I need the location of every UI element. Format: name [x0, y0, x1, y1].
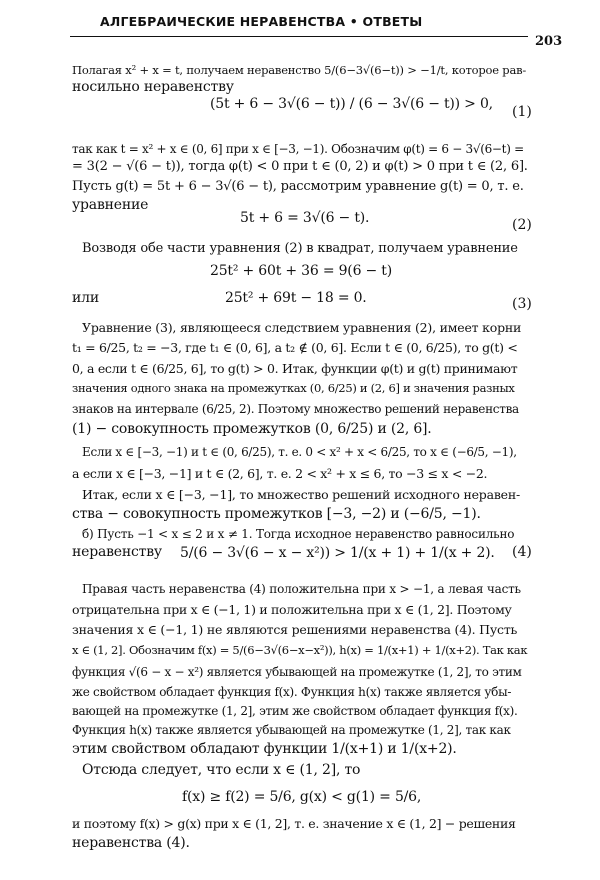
display-equation: f(x) ≥ f(2) = 5/6, g(x) < g(1) = 5/6, [182, 789, 422, 805]
page-number: 203 [535, 34, 563, 49]
text-line: Возводя обе части уравнения (2) в квадрат, получаем уравнение [82, 241, 518, 256]
text-line: же свойством обладает функция f(x). Функция h(x) также является убы- [72, 685, 512, 699]
text-line: значения одного знака на промежутках (0, 6/25) и (2, 6] и значения разных [72, 381, 515, 395]
text-line: неравенству [72, 544, 162, 560]
equation-number: (1) [512, 104, 532, 120]
display-equation: 25t² + 60t + 36 = 9(6 − t) [210, 263, 392, 279]
header-rule [70, 36, 528, 37]
text-line: а если x ∈ [−3, −1] и t ∈ (2, 6], т. е. 2 < x² + x ≤ 6, то −3 ≤ x < −2. [72, 466, 488, 481]
running-header: АЛГЕБРАИЧЕСКИЕ НЕРАВЕНСТВА • ОТВЕТЫ [100, 14, 423, 29]
text-line: этим свойством обладают функции 1/(x+1) и 1/(x+2). [72, 741, 457, 757]
text-line: 0, а если t ∈ (6/25, 6], то g(t) > 0. Итак, функции φ(t) и g(t) принимают [72, 361, 518, 376]
text-line: функция √(6 − x − x²) является убывающей на промежутке (1, 2], то этим [72, 665, 522, 679]
text-line: вающей на промежутке (1, 2], этим же свойством обладает функция f(x). [72, 704, 518, 718]
text-line: неравенства (4). [72, 835, 190, 851]
text-line: (1) − совокупность промежутков (0, 6/25) и (2, 6]. [72, 421, 432, 437]
equation-number: (4) [512, 544, 532, 560]
text-line: Уравнение (3), являющееся следствием уравнения (2), имеет корни [82, 320, 522, 335]
text-line: так как t = x² + x ∈ (0, 6] при x ∈ [−3, −1). Обозначим φ(t) = 6 − 3√(6−t) = [72, 142, 524, 156]
display-equation: (5t + 6 − 3√(6 − t)) / (6 − 3√(6 − t)) > 0, [210, 96, 493, 112]
text-line: носильно неравенству [72, 79, 234, 95]
text-line: знаков на интервале (6/25, 2). Поэтому множество решений неравенства [72, 402, 519, 416]
display-equation: 25t² + 69t − 18 = 0. [225, 290, 367, 306]
text-line: x ∈ (1, 2]. Обозначим f(x) = 5/(6−3√(6−x−x²)), h(x) = 1/(x+1) + 1/(x+2). Так как [72, 643, 528, 657]
text-line: Правая часть неравенства (4) положительна при x > −1, а левая часть [82, 582, 521, 596]
text-line: Отсюда следует, что если x ∈ (1, 2], то [82, 762, 361, 778]
text-line: б) Пусть −1 < x ≤ 2 и x ≠ 1. Тогда исходное неравенство равносильно [82, 527, 515, 541]
equation-number: (2) [512, 217, 532, 233]
text-line: значения x ∈ (−1, 1) не являются решениями неравенства (4). Пусть [72, 622, 518, 637]
text-line: t₁ = 6/25, t₂ = −3, где t₁ ∈ (0, 6], а t₂ ∉ (0, 6]. Если t ∈ (0, 6/25), то g(t) < [72, 340, 518, 355]
text-line: = 3(2 − √(6 − t)), тогда φ(t) < 0 при t ∈ (0, 2) и φ(t) > 0 при t ∈ (2, 6]. [72, 159, 528, 174]
text-line: Функция h(x) также является убывающей на промежутке (1, 2], так как [72, 723, 511, 737]
text-line: отрицательна при x ∈ (−1, 1) и положительна при x ∈ (1, 2]. Поэтому [72, 602, 512, 617]
display-equation: 5t + 6 = 3√(6 − t). [240, 210, 370, 226]
text-line: уравнение [72, 197, 149, 213]
text-line: Если x ∈ [−3, −1) и t ∈ (0, 6/25), т. е. 0 < x² + x < 6/25, то x ∈ (−6/5, −1), [82, 445, 517, 459]
text-line: ства − совокупность промежутков [−3, −2) и (−6/5, −1). [72, 506, 481, 522]
text-line: Пусть g(t) = 5t + 6 − 3√(6 − t), рассмотрим уравнение g(t) = 0, т. е. [72, 179, 524, 194]
text-line: или [72, 290, 99, 306]
text-line: и поэтому f(x) > g(x) при x ∈ (1, 2], т. е. значение x ∈ (1, 2] − решения [72, 816, 516, 831]
text-line: Итак, если x ∈ [−3, −1], то множество решений исходного неравен- [82, 487, 521, 502]
text-line: Полагая x² + x = t, получаем неравенство 5/(6−3√(6−t)) > −1/t, которое рав- [72, 63, 527, 77]
equation-number: (3) [512, 296, 532, 312]
display-equation: 5/(6 − 3√(6 − x − x²)) > 1/(x + 1) + 1/(x + 2). [180, 545, 495, 561]
